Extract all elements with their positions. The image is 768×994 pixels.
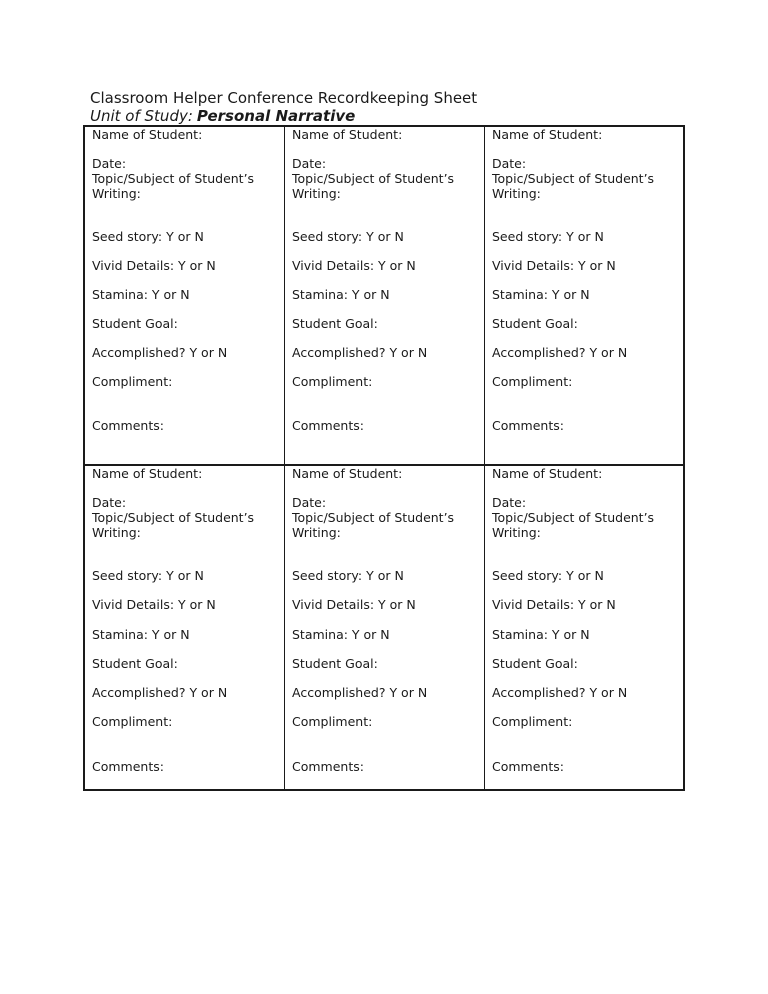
stamina-label: Stamina: Y or N xyxy=(292,287,390,302)
student-goal-label: Student Goal: xyxy=(492,656,578,671)
student-goal-label: Student Goal: xyxy=(92,316,178,331)
seed-story-label: Seed story: Y or N xyxy=(492,229,604,244)
comments-label: Comments: xyxy=(92,418,164,433)
date-label: Date: xyxy=(292,156,327,171)
compliment-label: Compliment: xyxy=(92,374,173,389)
student-goal-label: Student Goal: xyxy=(292,656,378,671)
accomplished-label: Accomplished? Y or N xyxy=(492,345,628,360)
name-of-student-label: Name of Student: xyxy=(292,466,403,481)
compliment-label: Compliment: xyxy=(492,374,573,389)
vivid-details-label: Vivid Details: Y or N xyxy=(92,597,216,612)
name-of-student-label: Name of Student: xyxy=(492,127,603,142)
seed-story-label: Seed story: Y or N xyxy=(492,568,604,583)
comments-label: Comments: xyxy=(492,759,564,774)
vivid-details-label: Vivid Details: Y or N xyxy=(92,258,216,273)
unit-of-study-value: Personal Narrative xyxy=(196,107,356,125)
topic-label: Topic/Subject of Student’s Writing: xyxy=(292,510,455,540)
stamina-label: Stamina: Y or N xyxy=(492,627,590,642)
name-of-student-label: Name of Student: xyxy=(92,127,203,142)
page-title: Classroom Helper Conference Recordkeeping Sheet xyxy=(90,89,478,107)
date-label: Date: xyxy=(292,495,327,510)
comments-label: Comments: xyxy=(92,759,164,774)
vivid-details-label: Vivid Details: Y or N xyxy=(492,258,616,273)
vivid-details-label: Vivid Details: Y or N xyxy=(492,597,616,612)
name-of-student-label: Name of Student: xyxy=(292,127,403,142)
name-of-student-label: Name of Student: xyxy=(492,466,603,481)
date-label: Date: xyxy=(92,156,127,171)
comments-label: Comments: xyxy=(292,418,364,433)
stamina-label: Stamina: Y or N xyxy=(92,627,190,642)
date-label: Date: xyxy=(492,495,527,510)
conference-record-cell xyxy=(285,466,485,789)
compliment-label: Compliment: xyxy=(292,374,373,389)
compliment-label: Compliment: xyxy=(492,714,573,729)
conference-record-cell xyxy=(485,127,683,466)
stamina-label: Stamina: Y or N xyxy=(292,627,390,642)
topic-label: Topic/Subject of Student’s Writing: xyxy=(492,510,655,540)
topic-label: Topic/Subject of Student’s Writing: xyxy=(492,171,655,201)
seed-story-label: Seed story: Y or N xyxy=(92,568,204,583)
vivid-details-label: Vivid Details: Y or N xyxy=(292,597,416,612)
seed-story-label: Seed story: Y or N xyxy=(292,568,404,583)
unit-of-study xyxy=(90,107,355,126)
accomplished-label: Accomplished? Y or N xyxy=(292,345,428,360)
student-goal-label: Student Goal: xyxy=(292,316,378,331)
comments-label: Comments: xyxy=(492,418,564,433)
vivid-details-label: Vivid Details: Y or N xyxy=(292,258,416,273)
conference-record-cell xyxy=(485,466,683,789)
comments-label: Comments: xyxy=(292,759,364,774)
conference-record-table xyxy=(83,125,685,791)
student-goal-label: Student Goal: xyxy=(92,656,178,671)
accomplished-label: Accomplished? Y or N xyxy=(92,345,228,360)
conference-record-cell xyxy=(85,127,285,466)
conference-record-cell xyxy=(285,127,485,466)
topic-label: Topic/Subject of Student’s Writing: xyxy=(92,510,255,540)
date-label: Date: xyxy=(92,495,127,510)
seed-story-label: Seed story: Y or N xyxy=(92,229,204,244)
conference-record-cell xyxy=(85,466,285,789)
name-of-student-label: Name of Student: xyxy=(92,466,203,481)
compliment-label: Compliment: xyxy=(92,714,173,729)
topic-label: Topic/Subject of Student’s Writing: xyxy=(92,171,255,201)
topic-label: Topic/Subject of Student’s Writing: xyxy=(292,171,455,201)
compliment-label: Compliment: xyxy=(292,714,373,729)
seed-story-label: Seed story: Y or N xyxy=(292,229,404,244)
stamina-label: Stamina: Y or N xyxy=(492,287,590,302)
student-goal-label: Student Goal: xyxy=(492,316,578,331)
accomplished-label: Accomplished? Y or N xyxy=(292,685,428,700)
date-label: Date: xyxy=(492,156,527,171)
unit-of-study-label: Unit of Study: xyxy=(90,107,193,125)
accomplished-label: Accomplished? Y or N xyxy=(492,685,628,700)
accomplished-label: Accomplished? Y or N xyxy=(92,685,228,700)
stamina-label: Stamina: Y or N xyxy=(92,287,190,302)
